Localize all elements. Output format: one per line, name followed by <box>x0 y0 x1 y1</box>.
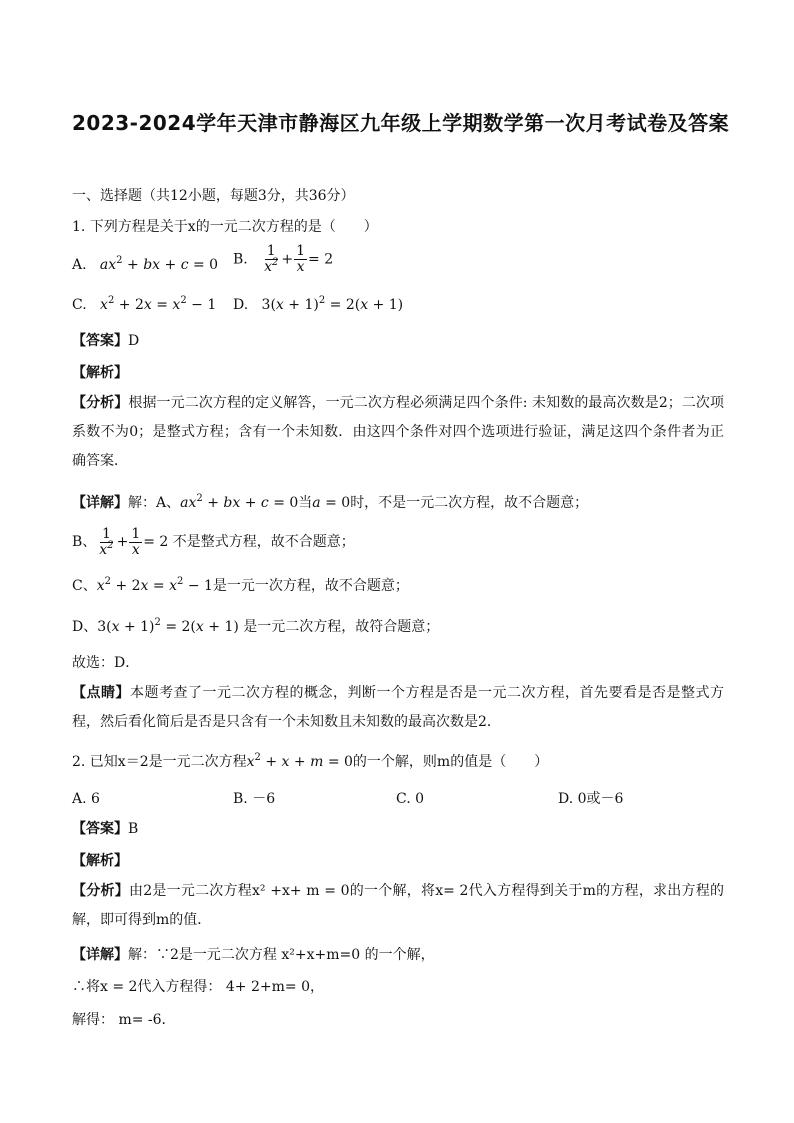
q1-option-b: B. $\frac{1}{x^2}$ + $\frac{1}{x}$ = 2 <box>233 243 334 275</box>
q1-xiangjie-a: 【详解】解：A、$ax^2$ + bx + c = 0当a = 0时，不是一元二次方程，故不合题意； <box>72 493 589 511</box>
q1-answer: 【答案】D <box>72 333 140 349</box>
q2-fenxi: 【分析】由2是一元二次方程x² +x+ m = 0的一个解，将x= 2代入方程得到关于m的方程，求出方程的解，即可得到m的值． <box>72 883 725 928</box>
q1-xiangjie-c: C、$x^2 + 2x = x^2 - 1$是一元一次方程，故不合题意； <box>72 576 409 594</box>
q1-dianjing: 【点睛】本题考查了一元二次方程的概念，判断一个方程是否是一元二次方程，首先要看是否是整式方程，然后看化简后是否是只含有一个未知数且未知数的最高次数是2． <box>72 685 724 730</box>
q2-xiangjie-2: ∴将x = 2代入方程得： 4+ 2+m= 0， <box>72 979 324 995</box>
q1-option-a: A. $ax^2$ + bx + c = 0 <box>72 255 219 273</box>
q2-analysis-heading: 【解析】 <box>72 853 128 869</box>
q2-option-a: A. 6 <box>72 791 100 807</box>
section-heading: 一、选择题（共12小题，每题3分，共36分） <box>72 188 355 204</box>
q2-option-c: C. 0 <box>396 791 425 807</box>
question-2-stem: 2. 已知x＝2是一元二次方程$x^2 + x + m = 0$的一个解，则m的值是（ ） <box>72 752 549 770</box>
q2-option-b: B. －6 <box>233 791 276 807</box>
document-title: 2023-2024学年天津市静海区九年级上学期数学第一次月考试卷及答案 <box>72 111 730 135</box>
q1-option-d: D. $3(x + 1)^2 = 2(x + 1)$ <box>233 295 404 313</box>
q1-option-c: C. $x^2 + 2x = x^2 - 1$ <box>72 295 217 313</box>
q2-answer: 【答案】B <box>72 821 139 837</box>
q1-choose: 故选：D． <box>72 655 140 671</box>
q1-fenxi: 【分析】根据一元二次方程的定义解答，一元二次方程必须满足四个条件: 未知数的最高次数是2；二次项系数不为0；是整式方程；含有一个未知数．由这四个条件对四个选项进行验证，满足这四个条件者为正确答案． <box>72 395 725 469</box>
q2-option-d: D. 0或－6 <box>558 791 624 807</box>
q1-xiangjie-d: D、$3(x + 1)^2 = 2(x + 1)$ 是一元二次方程，故符合题意； <box>72 617 440 635</box>
q2-xiangjie-1: 【详解】解：∵2是一元二次方程 x²+x+m=0 的一个解， <box>72 947 435 963</box>
question-1-stem: 1. 下列方程是关于x的一元二次方程的是（ ） <box>72 219 378 235</box>
q1-analysis-heading: 【解析】 <box>72 365 128 381</box>
q1-xiangjie-b: B、 $\frac{1}{x^2}$ + $\frac{1}{x}$ = 2 不是整式方程，故不合题意； <box>72 525 355 558</box>
q2-xiangjie-3: 解得： m= -6． <box>72 1012 176 1028</box>
